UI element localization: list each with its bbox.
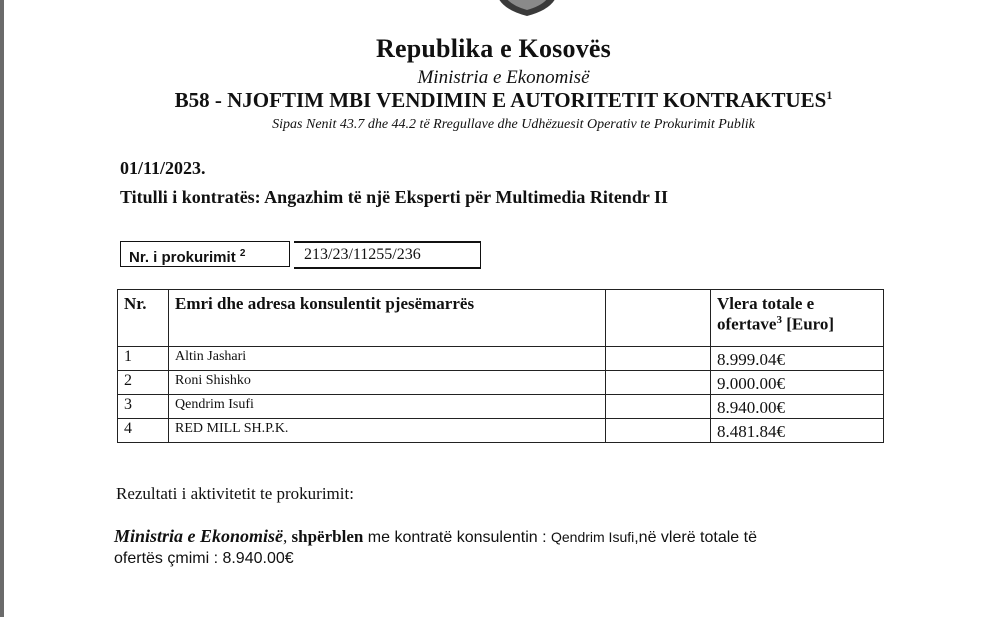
- offers-table: [117, 289, 884, 443]
- notice-subtitle: Sipas Nenit 43.7 dhe 44.2 të Rregullave dhe Udhëzuesit Operativ te Prokurimit Publik: [272, 117, 755, 132]
- notice-title: B58 - NJOFTIM MBI VENDIMIN E AUTORITETIT KONTRAKTUES$^1$: [174, 88, 833, 112]
- ministry-heading: Ministria e Ekonomisë: [417, 67, 590, 88]
- procurement-number-label: Nr. i prokurimit $^2$: [120, 241, 290, 267]
- award-statement: Ministria e Ekonomisë, shpërblen me kontratë konsulentin : Qendrim Isufi,në vlerë totale të ofertës çmimi : 8.940.00€: [114, 526, 757, 567]
- republic-heading: Republika e Kosovës: [376, 34, 611, 63]
- award-text: me kontratë konsulentin :: [363, 529, 551, 546]
- notice-date: 01/11/2023.: [120, 158, 206, 178]
- header-value: Vlera totale e ofertave$^3$ [Euro]: [711, 290, 884, 347]
- table-header-row: [118, 290, 884, 347]
- result-label: Rezultati i aktivitetit te prokurimit:: [116, 484, 354, 503]
- award-price: ofertës çmimi : 8.940.00€: [114, 550, 294, 567]
- page-left-edge: [0, 0, 4, 617]
- award-winner: Qendrim Isufi: [550, 529, 635, 545]
- contract-title: Titulli i kontratës: Angazhim të një Eksperti për Multimedia Ritendr II: [120, 187, 669, 207]
- table-row: [118, 347, 884, 371]
- row-empty: [606, 395, 711, 419]
- row-nr: 3: [118, 395, 169, 419]
- row-name: Roni Shishko: [169, 371, 606, 395]
- award-text-cont: ,në vlerë totale të: [634, 529, 757, 546]
- table-row: [118, 419, 884, 443]
- award-verb: shpërblen: [291, 527, 364, 546]
- row-value: 8.940.00€: [711, 395, 884, 419]
- row-nr: 4: [118, 419, 169, 443]
- row-empty: [606, 419, 711, 443]
- row-value: 9.000.00€: [711, 371, 884, 395]
- header-name: Emri dhe adresa konsulentit pjesëmarrës: [169, 290, 606, 347]
- row-name: RED MILL SH.P.K.: [169, 419, 606, 443]
- row-empty: [606, 371, 711, 395]
- procurement-number-value: 213/23/11255/236: [294, 241, 481, 269]
- row-nr: 2: [118, 371, 169, 395]
- row-value: 8.999.04€: [711, 347, 884, 371]
- notice-footnote: 1: [826, 88, 833, 102]
- row-value: 8.481.84€: [711, 419, 884, 443]
- procurement-number-box: [120, 241, 481, 267]
- award-organization: Ministria e Ekonomisë: [114, 526, 284, 546]
- row-empty: [606, 347, 711, 371]
- table-row: [118, 395, 884, 419]
- row-nr: 1: [118, 347, 169, 371]
- kosovo-emblem-icon: [494, 0, 560, 16]
- header-empty: [606, 290, 711, 347]
- row-name: Qendrim Isufi: [169, 395, 606, 419]
- row-name: Altin Jashari: [169, 347, 606, 371]
- table-row: [118, 371, 884, 395]
- header-nr: Nr.: [118, 290, 169, 347]
